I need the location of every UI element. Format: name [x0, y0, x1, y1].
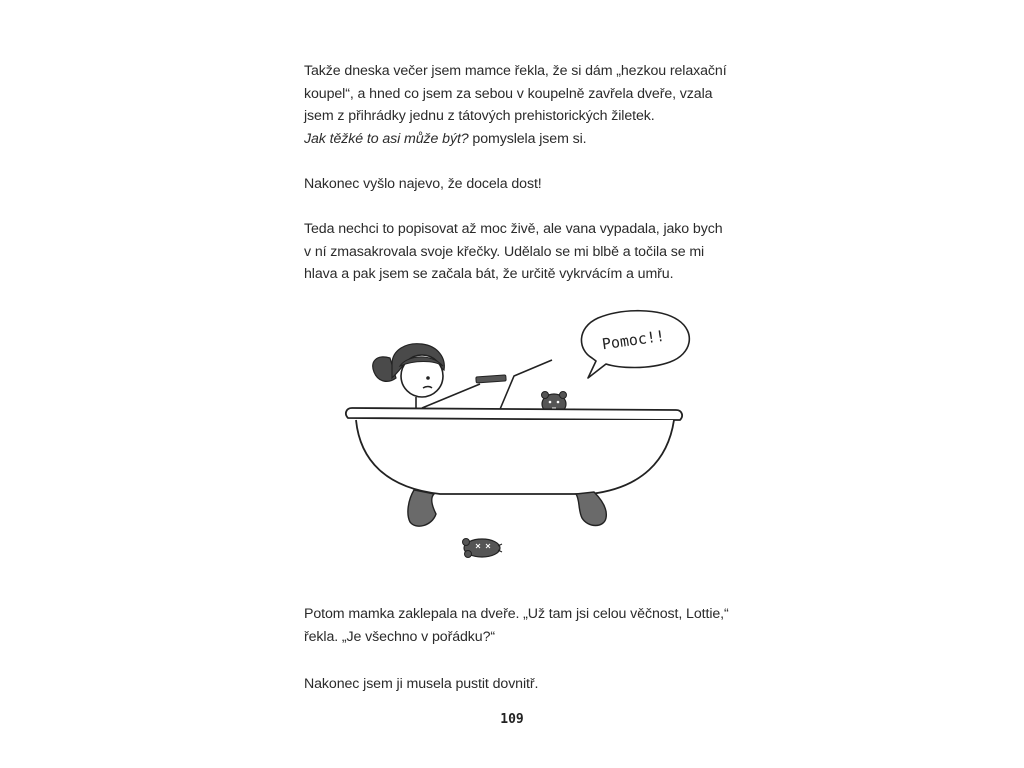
bathtub-illustration — [330, 300, 700, 570]
paragraph-3-line-2: v ní zmasakrovala svoje křečky. Udělalo se mi blbě a točila se mi — [304, 243, 705, 260]
paragraph-1-line-2: koupel“, a hned co jsem za sebou v koupelně zavřela dveře, vzala — [304, 85, 713, 102]
hamster-on-floor — [463, 539, 503, 558]
page-number: 109 — [500, 712, 524, 727]
bathtub-body — [356, 420, 674, 494]
paragraph-3 — [304, 218, 744, 286]
paragraph-1-line-4 — [304, 128, 744, 151]
speech-bubble — [581, 311, 689, 378]
paragraph-1 — [304, 60, 744, 150]
paragraph-3-line-1: Teda nechci to popisovat až moc živě, ale vana vypadala, jako bych — [304, 221, 723, 237]
razor-icon — [476, 375, 506, 383]
paragraph-5-line-1: Nakonec jsem ji musela pustit dovnitř. — [304, 676, 539, 692]
bathtub-rim — [346, 408, 682, 420]
paragraph-4-line-1: Potom mamka zaklepala na dveře. „Už tam jsi celou věčnost, Lottie,“ — [304, 606, 729, 622]
paragraph-2-line-1: Nakonec vyšlo najevo, že docela dost! — [304, 176, 542, 192]
speech-bubble-text: Pomoc!! — [600, 326, 666, 354]
paragraph-2 — [304, 173, 744, 196]
bathtub — [346, 408, 682, 526]
paragraph-1-line-3: jsem z přihrádky jednu z tátových prehistorických žiletek. — [304, 108, 655, 124]
girl-figure — [373, 344, 552, 414]
italic-thought: Jak těžké to asi může být? — [304, 130, 469, 147]
girl-eye — [426, 376, 430, 380]
bathtub-foot-left — [408, 490, 436, 526]
paragraph-1-line-1: Takže dneska večer jsem mamce řekla, že si dám „hezkou relaxační — [304, 63, 727, 79]
bathtub-foot-right — [576, 492, 606, 526]
thought-tail: pomyslela jsem si. — [468, 130, 587, 147]
paragraph-5 — [304, 673, 744, 696]
paragraph-4 — [304, 603, 744, 648]
paragraph-3-line-3: hlava a pak jsem se začala bát, že určitě vykrvácím a umřu. — [304, 266, 674, 282]
paragraph-4-line-2: řekla. „Je všechno v pořádku?“ — [304, 628, 495, 645]
